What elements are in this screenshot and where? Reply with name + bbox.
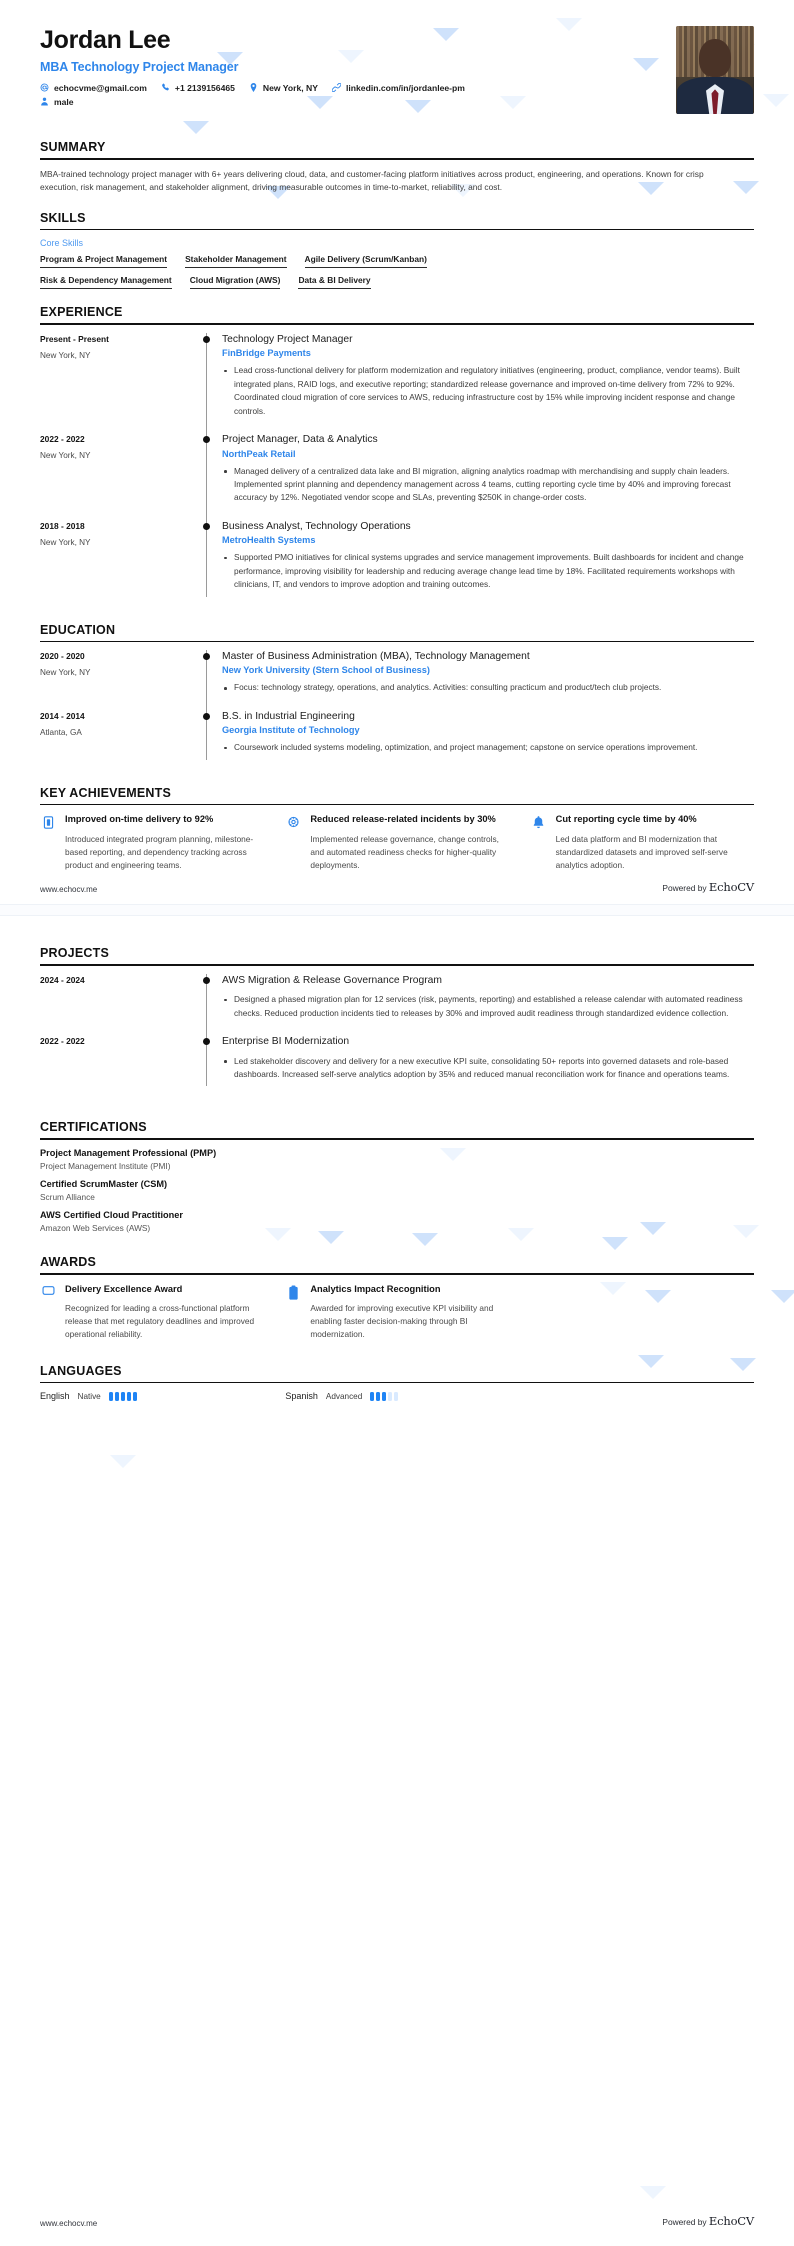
proficiency-bar xyxy=(127,1392,131,1401)
entry-date: 2014 - 2014 xyxy=(40,710,85,721)
timeline-rail xyxy=(200,650,222,710)
skills-group-label: Core Skills xyxy=(40,238,84,249)
contact-email[interactable] xyxy=(40,83,147,93)
entry-company: NorthPeak Retail xyxy=(222,448,296,459)
section-title-projects: PROJECTS xyxy=(40,946,109,961)
achievement-title: Cut reporting cycle time by 40% xyxy=(555,814,697,825)
entry-bullet: Designed a phased migration plan for 12 services (risk, payments, reporting) and established a release calendar with automated readiness checks. Reduced production incidents tied to releases by 30% and improved audit readiness through standardized evidence collection. xyxy=(222,993,754,1020)
entry-date: 2024 - 2024 xyxy=(40,974,85,985)
resume-content-page2 xyxy=(0,916,794,1401)
entry-bullets xyxy=(222,681,754,694)
contact-phone-text: +1 2139156465 xyxy=(174,82,235,93)
entry-location: New York, NY xyxy=(40,451,91,461)
language-name: Spanish xyxy=(285,1391,318,1402)
achievement-title: Improved on-time delivery to 92% xyxy=(65,814,214,825)
contact-phone[interactable] xyxy=(161,83,235,93)
certification-name: Project Management Professional (PMP) xyxy=(40,1147,217,1158)
certification-item xyxy=(40,1148,754,1171)
entry-bullets xyxy=(222,551,754,591)
timeline-dot-icon xyxy=(203,523,210,530)
section-experience xyxy=(40,305,754,606)
achievement-description: Led data platform and BI modernization that standardized datasets and improved self-serve analytics adoption. xyxy=(555,833,728,871)
timeline-dot-icon xyxy=(203,713,210,720)
entry-location: New York, NY xyxy=(40,351,91,360)
resume-header xyxy=(40,0,754,124)
timeline-dot-icon xyxy=(203,336,210,343)
education-entry xyxy=(40,650,754,710)
contact-email-text: echocvme@gmail.com xyxy=(54,82,147,93)
section-key-achievements xyxy=(40,786,754,873)
awards-grid-spacer xyxy=(531,1283,754,1342)
contact-gender xyxy=(40,97,74,107)
section-divider xyxy=(40,229,754,231)
award-description: Awarded for improving executive KPI visibility and enabling faster decision-making through BI modernization. xyxy=(310,1302,494,1340)
summary-text: MBA-trained technology project manager with 6+ years delivering cloud, data, and customer-facing platform initiatives across product, engineering, and operations. Known for crisp execution, risk management, and stakeholder alignment, driving measurable outcomes in time-to-market, reliability, and cost. xyxy=(40,168,704,193)
achievement-item xyxy=(531,813,754,872)
section-title-education: EDUCATION xyxy=(40,622,116,637)
entry-bullet: Led stakeholder discovery and delivery for a new executive KPI suite, consolidating 50+ reports into governed datasets and role-based dashboards. Increased self-serve analytics adoption by 35% and reduced manual reconciliation work for finance and operations teams. xyxy=(222,1055,754,1082)
entry-date: 2022 - 2022 xyxy=(40,1036,85,1047)
section-title-languages: LANGUAGES xyxy=(40,1363,122,1378)
achievement-description: Implemented release governance, change controls, and automated readiness checks for higher-quality deployments. xyxy=(310,833,499,871)
timeline-dot-icon xyxy=(203,1038,210,1045)
page-footer-bottom xyxy=(0,2214,794,2228)
entry-body xyxy=(222,433,754,520)
language-name: English xyxy=(40,1391,70,1402)
entry-location: New York, NY xyxy=(40,668,91,678)
timeline-dot-icon xyxy=(203,653,210,660)
footer-powered-prefix: Powered by xyxy=(662,2217,707,2227)
entry-meta xyxy=(40,333,200,433)
section-divider xyxy=(40,1382,754,1384)
proficiency-bar xyxy=(388,1392,392,1401)
timeline-rail xyxy=(200,433,222,520)
timeline-rail xyxy=(200,333,222,433)
entry-meta xyxy=(40,433,200,520)
achievement-body xyxy=(310,813,508,872)
footer-powered-by xyxy=(662,880,754,894)
skills-row xyxy=(40,275,754,289)
header-left xyxy=(40,26,660,107)
entry-date: 2020 - 2020 xyxy=(40,651,85,662)
entry-date: 2022 - 2022 xyxy=(40,434,85,445)
skill-chip: Risk & Dependency Management xyxy=(40,275,172,289)
timeline-dot-icon xyxy=(203,436,210,443)
section-divider xyxy=(40,804,754,806)
candidate-name: Jordan Lee xyxy=(40,26,171,54)
entry-body xyxy=(222,333,754,433)
experience-entry xyxy=(40,333,754,433)
link-icon xyxy=(332,83,341,92)
entry-bullet: Lead cross-functional delivery for platform modernization and regulatory initiatives (engineering, product, compliance, vendor teams). Built integrated plans, RAID logs, and executive reporting; standardized release governance and improved on-time delivery from 72% to 92%. Coordinated cloud migration of core services to AWS, reducing infrastructure cost by 15% while improving incident response and change controls. xyxy=(222,364,754,418)
entry-degree: B.S. in Industrial Engineering xyxy=(222,710,355,722)
section-title-awards: AWARDS xyxy=(40,1254,97,1269)
location-pin-icon xyxy=(249,83,258,92)
section-title-skills: SKILLS xyxy=(40,210,86,225)
languages-grid xyxy=(40,1391,754,1401)
skill-chip: Stakeholder Management xyxy=(185,254,286,268)
section-divider xyxy=(40,1138,754,1140)
section-divider xyxy=(40,964,754,966)
entry-role: Project Manager, Data & Analytics xyxy=(222,434,378,446)
section-awards xyxy=(40,1255,754,1342)
section-title-experience: EXPERIENCE xyxy=(40,305,123,320)
contact-linkedin-text: linkedin.com/in/jordanlee-pm xyxy=(346,82,465,93)
achievement-title: Reduced release-related incidents by 30% xyxy=(310,814,496,825)
entry-company: MetroHealth Systems xyxy=(222,535,316,546)
entry-body xyxy=(222,650,754,710)
entry-school: Georgia Institute of Technology xyxy=(222,725,360,736)
entry-bullet: Focus: technology strategy, operations, and analytics. Activities: consulting practicum and product/tech club projects. xyxy=(222,681,754,694)
award-body xyxy=(65,1283,263,1342)
experience-entry xyxy=(40,433,754,520)
experience-entry xyxy=(40,520,754,607)
award-title: Delivery Excellence Award xyxy=(65,1283,183,1294)
entry-body xyxy=(222,974,754,1035)
project-entry xyxy=(40,1035,754,1096)
certification-name: AWS Certified Cloud Practitioner xyxy=(40,1209,183,1220)
certification-item xyxy=(40,1210,754,1233)
achievement-body xyxy=(556,813,754,872)
entry-role: Business Analyst, Technology Operations xyxy=(222,520,411,532)
entry-body xyxy=(222,1035,754,1096)
entry-meta xyxy=(40,1035,200,1096)
proficiency-bar xyxy=(115,1392,119,1401)
timeline-rail xyxy=(200,710,222,770)
entry-date: Present - Present xyxy=(40,334,109,344)
award-item xyxy=(40,1283,263,1342)
skills-rows xyxy=(40,254,754,289)
section-languages xyxy=(40,1364,754,1402)
section-summary xyxy=(40,140,754,195)
certification-name: Certified ScrumMaster (CSM) xyxy=(40,1178,168,1189)
section-divider xyxy=(40,323,754,325)
certification-issuer: Scrum Alliance xyxy=(40,1191,95,1202)
language-proficiency-bars xyxy=(370,1392,398,1401)
footer-url[interactable]: www.echocv.me xyxy=(40,885,98,895)
project-entry xyxy=(40,974,754,1035)
candidate-headline: MBA Technology Project Manager xyxy=(40,59,239,74)
section-title-summary: SUMMARY xyxy=(40,140,106,154)
language-proficiency-bars xyxy=(109,1392,137,1401)
contact-row-secondary xyxy=(40,97,660,107)
language-level: Advanced xyxy=(325,1391,363,1401)
clipboard-icon xyxy=(285,1283,301,1301)
skill-chip: Agile Delivery (Scrum/Kanban) xyxy=(305,254,427,268)
entry-meta xyxy=(40,520,200,607)
language-level: Native xyxy=(77,1391,101,1401)
awards-grid xyxy=(40,1283,754,1342)
footer-brand: EchoCV xyxy=(708,2214,754,2228)
achievement-body xyxy=(65,813,263,872)
page-footer xyxy=(0,880,794,894)
achievement-item xyxy=(40,813,263,872)
entry-bullet: Supported PMO initiatives for clinical systems upgrades and service management improvements. Built dashboards for incident and change performance, improving visibility for leadership and reducing average change lead time by 18%. Facilitated requirements workshops with clinicians, IT, and vendors to improve adoption and training outcomes. xyxy=(222,551,754,591)
entry-meta xyxy=(40,650,200,710)
entry-location: New York, NY xyxy=(40,537,91,547)
entry-meta xyxy=(40,974,200,1035)
footer-brand: EchoCV xyxy=(708,880,754,895)
section-divider xyxy=(40,641,754,643)
section-projects xyxy=(40,946,754,1096)
badge-outline-icon xyxy=(40,1283,56,1301)
footer-powered-by xyxy=(662,2214,754,2228)
contact-gender-text: male xyxy=(54,96,74,107)
entry-bullet: Coursework included systems modeling, optimization, and project management; capstone on service operations improvement. xyxy=(222,741,754,754)
contact-linkedin[interactable] xyxy=(332,83,465,93)
entry-bullet: Managed delivery of a centralized data lake and BI migration, aligning analytics roadmap with merchandising and supply chain leaders. Implemented sprint planning and dependency management across 4 teams, cutting reporting cycle time by 40% and improving forecast accuracy by 12%. Negotiated vendor scope and SLAs, preventing $250K in change-order costs. xyxy=(222,465,754,505)
award-item xyxy=(285,1283,508,1342)
section-title-achievements: KEY ACHIEVEMENTS xyxy=(40,785,172,800)
achievement-description: Introduced integrated program planning, milestone-based reporting, and dependency tracking across product and engineering teams. xyxy=(65,833,254,871)
section-divider xyxy=(40,1273,754,1275)
entry-body xyxy=(222,520,754,607)
section-skills xyxy=(40,211,754,290)
email-icon xyxy=(40,83,49,92)
entry-bullets xyxy=(222,741,754,754)
proficiency-bar xyxy=(382,1392,386,1401)
project-name: Enterprise BI Modernization xyxy=(222,1036,350,1048)
proficiency-bar xyxy=(376,1392,380,1401)
achievement-item xyxy=(285,813,508,872)
timeline-rail xyxy=(200,520,222,607)
person-icon xyxy=(40,97,49,106)
section-title-certifications: CERTIFICATIONS xyxy=(40,1120,147,1135)
timeline-dot-icon xyxy=(203,977,210,984)
chip-icon xyxy=(40,813,56,831)
contact-location-text: New York, NY xyxy=(262,82,318,93)
education-entry xyxy=(40,710,754,770)
skill-chip: Program & Project Management xyxy=(40,254,167,268)
proficiency-bar xyxy=(109,1392,113,1401)
proficiency-bar xyxy=(133,1392,137,1401)
avatar xyxy=(676,26,754,114)
entry-company: FinBridge Payments xyxy=(222,348,311,359)
entry-meta xyxy=(40,710,200,770)
contact-location xyxy=(249,83,318,93)
entry-bullets xyxy=(222,364,754,418)
certification-issuer: Project Management Institute (PMI) xyxy=(40,1160,171,1171)
language-item xyxy=(40,1391,263,1401)
section-divider xyxy=(40,158,754,160)
entry-bullets xyxy=(222,993,754,1020)
proficiency-bar xyxy=(394,1392,398,1401)
timeline-rail xyxy=(200,974,222,1035)
contact-row-primary xyxy=(40,83,660,93)
entry-role: Technology Project Manager xyxy=(222,334,353,345)
award-description: Recognized for leading a cross-functional platform release that met regulatory deadlines and improved operational reliability. xyxy=(65,1302,255,1340)
skill-chip: Data & BI Delivery xyxy=(298,275,370,289)
languages-grid-spacer xyxy=(531,1391,754,1401)
resume-content xyxy=(0,0,794,872)
footer-powered-prefix: Powered by xyxy=(662,883,707,894)
award-title: Analytics Impact Recognition xyxy=(310,1283,441,1294)
project-name: AWS Migration & Release Governance Program xyxy=(222,974,442,986)
entry-degree: Master of Business Administration (MBA), Technology Management xyxy=(222,651,530,663)
skills-row xyxy=(40,254,754,268)
proficiency-bar xyxy=(121,1392,125,1401)
decor-triangle-icon xyxy=(640,2186,666,2199)
section-certifications xyxy=(40,1120,754,1233)
bell-icon xyxy=(531,813,547,831)
entry-date: 2018 - 2018 xyxy=(40,520,85,531)
section-education xyxy=(40,623,754,770)
proficiency-bar xyxy=(370,1392,374,1401)
decor-triangle-icon xyxy=(110,1455,136,1468)
avatar-head xyxy=(699,39,731,77)
phone-icon xyxy=(161,83,170,92)
gear-icon xyxy=(285,813,301,831)
timeline-rail xyxy=(200,1035,222,1096)
certification-item xyxy=(40,1179,754,1202)
entry-bullets xyxy=(222,465,754,505)
language-item xyxy=(285,1391,508,1401)
entry-location: Atlanta, GA xyxy=(40,727,82,737)
footer-url[interactable]: www.echocv.me xyxy=(40,2219,98,2228)
entry-school: New York University (Stern School of Business) xyxy=(222,665,430,676)
entry-body xyxy=(222,710,754,770)
page-break-divider xyxy=(0,904,794,916)
achievements-grid xyxy=(40,813,754,872)
award-body xyxy=(310,1283,508,1342)
entry-bullets xyxy=(222,1055,754,1082)
certification-issuer: Amazon Web Services (AWS) xyxy=(40,1222,151,1233)
skill-chip: Cloud Migration (AWS) xyxy=(190,275,281,289)
